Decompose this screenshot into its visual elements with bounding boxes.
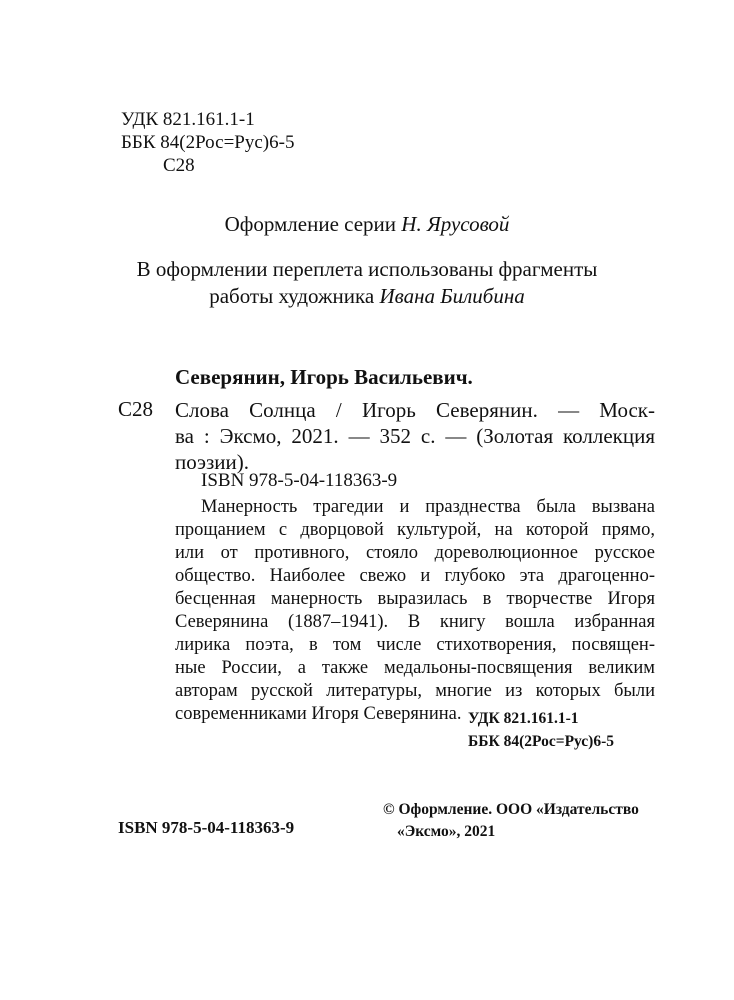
biblio-line: ва : Эксмо, 2021. — 352 с. — (Золотая коллекция xyxy=(175,424,655,448)
biblio-line: поэзии). xyxy=(175,450,250,474)
copyright-notice xyxy=(383,799,639,843)
copyright-line2: «Эксмо», 2021 xyxy=(397,823,496,840)
isbn-bottom: ISBN 978-5-04-118363-9 xyxy=(118,818,295,837)
abstract-line: авторам русской литературы, многие из которых были xyxy=(175,681,655,701)
abstract-line: или от противного, стояло дореволюционное русское xyxy=(175,543,655,563)
bibliographic-description xyxy=(175,397,655,475)
series-designer-name: Н. Ярусовой xyxy=(401,212,510,236)
cover-note xyxy=(0,256,734,310)
isbn-inline: ISBN 978-5-04-118363-9 xyxy=(201,470,398,491)
abstract-line: общество. Наиболее свежо и глубоко эта драгоценно- xyxy=(175,566,655,586)
udk-code-bottom: УДК 821.161.1-1 xyxy=(468,710,579,727)
abstract-line: современниками Игоря Северянина. xyxy=(175,704,462,724)
bbk-code-bottom: ББК 84(2Рос=Рус)6-5 xyxy=(468,733,615,750)
abstract xyxy=(175,496,655,726)
series-design-prefix: Оформление серии xyxy=(224,212,402,236)
artist-name: Ивана Билибина xyxy=(379,284,525,308)
bbk-code: ББК 84(2Рос=Рус)6-5 xyxy=(121,132,295,153)
classification-codes xyxy=(121,108,294,177)
cover-note-prefix: работы художника xyxy=(209,284,380,308)
author-mark: С28 xyxy=(163,155,195,176)
bibliographic-mark: С28 xyxy=(118,397,154,421)
classification-bottom xyxy=(468,707,614,753)
udk-code: УДК 821.161.1-1 xyxy=(121,109,255,130)
biblio-line: Слова Солнца / Игорь Северянин. — Моск- xyxy=(175,398,655,422)
series-design-credit xyxy=(0,212,734,237)
abstract-line: Манерность трагедии и празднества была вызвана xyxy=(201,497,655,517)
abstract-line: лирика поэта, в том числе стихотворения, посвящен- xyxy=(175,635,655,655)
copyright-line1: © Оформление. ООО «Издательство xyxy=(383,801,639,818)
abstract-line: ные России, а также медальоны-посвящения великим xyxy=(175,658,655,678)
cover-note-line1: В оформлении переплета использованы фрагменты xyxy=(136,257,598,281)
cover-note-line2 xyxy=(0,283,734,310)
abstract-line: бесценная манерность выразилась в творчестве Игоря xyxy=(175,589,655,609)
abstract-line: Северянина (1887–1941). В книгу вошла избранная xyxy=(175,612,655,632)
abstract-line: прощанием с дворцовой культурой, на которой прямо, xyxy=(175,520,655,540)
author-heading: Северянин, Игорь Васильевич. xyxy=(175,365,473,389)
